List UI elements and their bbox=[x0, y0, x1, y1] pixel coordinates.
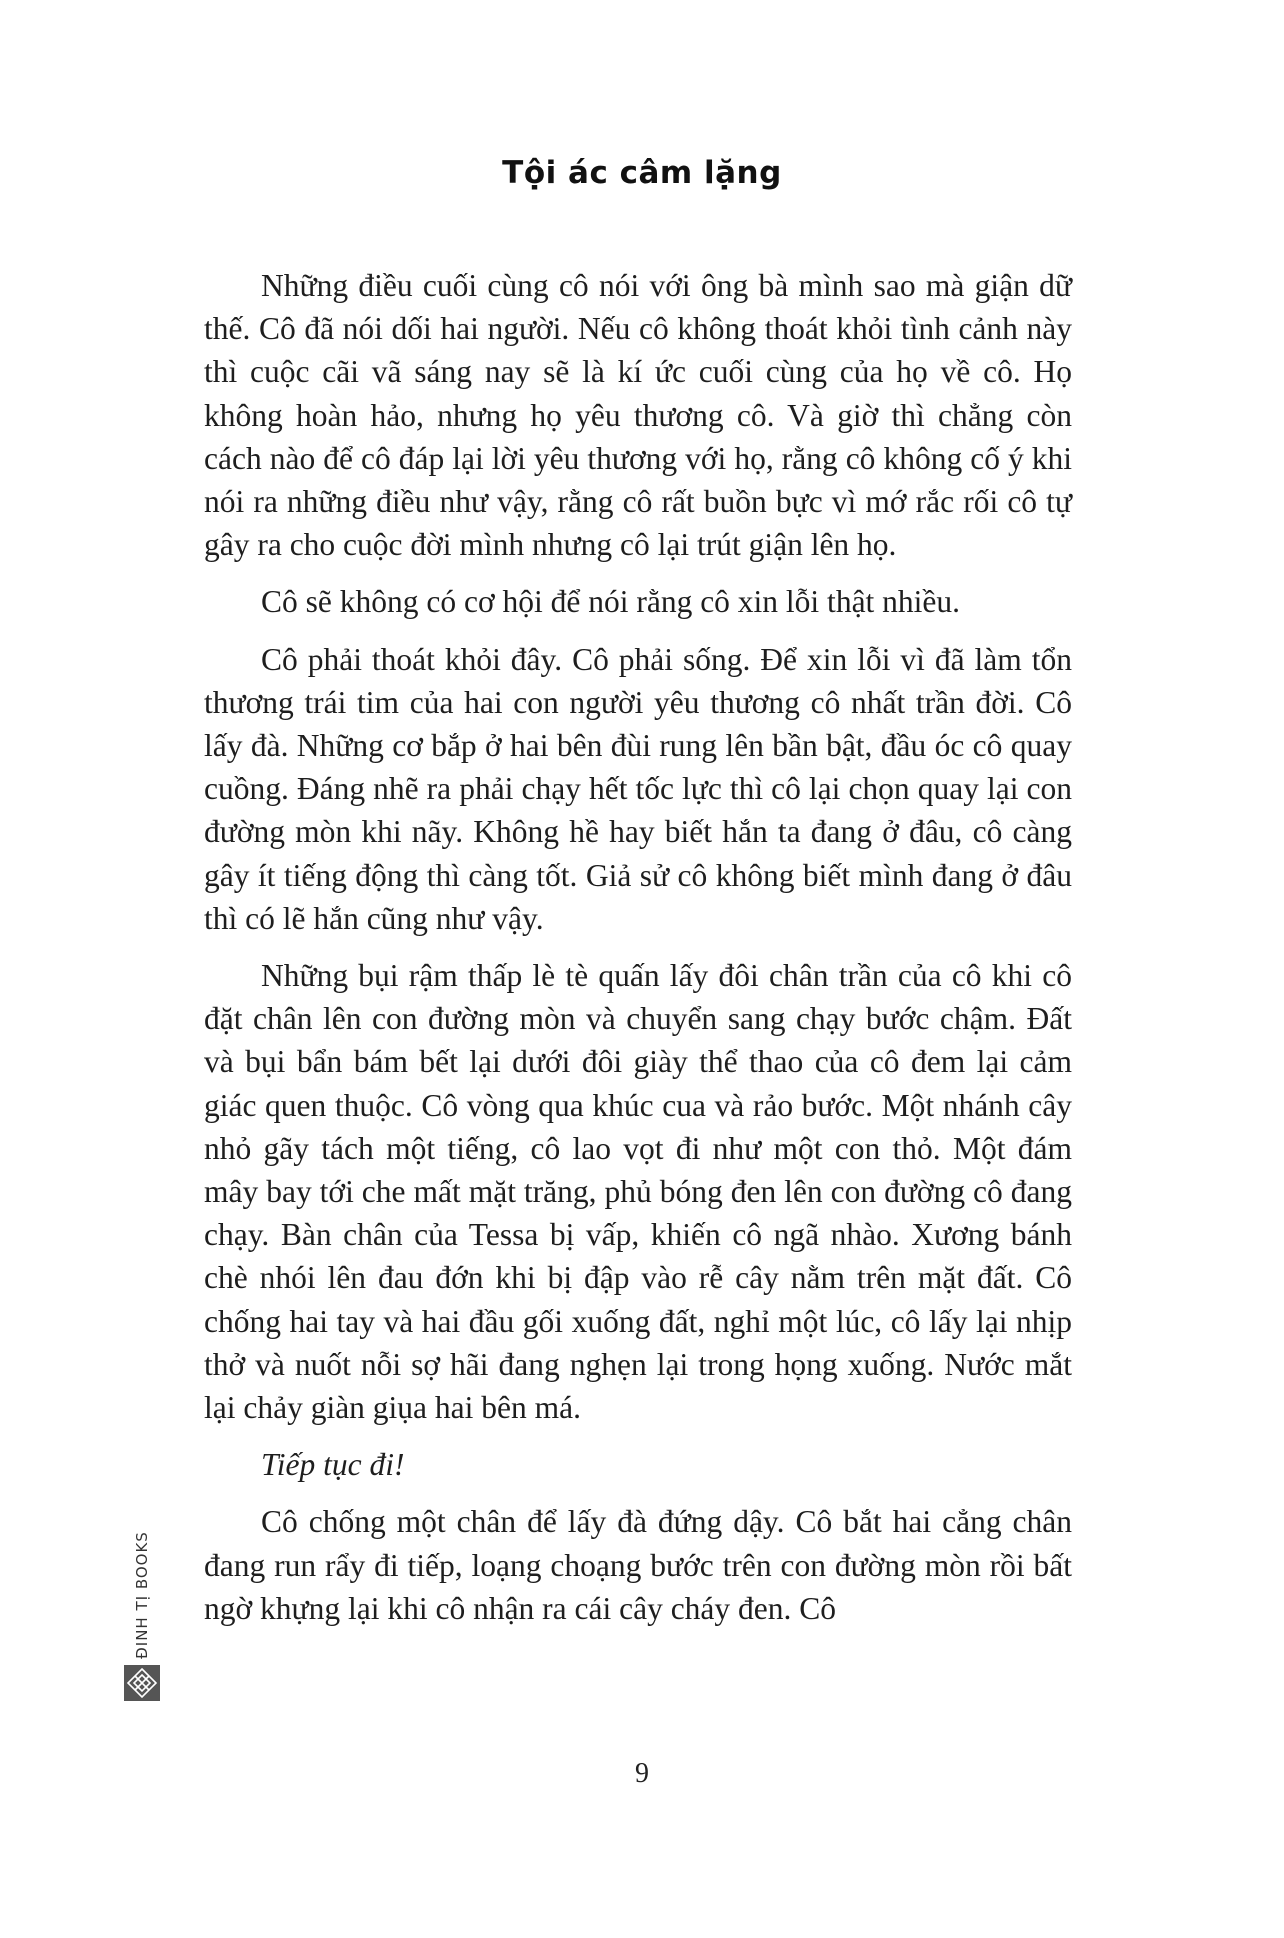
page-number: 9 bbox=[635, 1758, 649, 1789]
diamond-lattice-logo-icon bbox=[124, 1665, 160, 1701]
paragraph: Cô chống một chân để lấy đà đứng dậy. Cô bắt hai cẳng chân đang run rẩy đi tiếp, loạng choạng bước trên con đường mòn rồi bất ngờ khựng lại khi cô nhận ra cái cây cháy đen. Cô bbox=[204, 1504, 1072, 1626]
publisher-name: ĐINH TỊ BOOKS bbox=[133, 1531, 151, 1659]
page-title: Tội ác câm lặng bbox=[502, 155, 782, 191]
italic-exclamation: Tiếp tục đi! bbox=[261, 1447, 405, 1483]
body-text bbox=[204, 264, 1072, 1644]
paragraph: Những điều cuối cùng cô nói với ông bà mình sao mà giận dữ thế. Cô đã nói dối hai người. Nếu cô không thoát khỏi tình cảnh này thì cuộc cãi vã sáng nay sẽ là kí ức cuối cùng của họ về cô. Họ không hoàn hảo, nhưng họ yêu thương cô. Và giờ thì chẳng còn cách nào để cô đáp lại lời yêu thương với họ, rằng cô không cố ý khi nói ra những điều như vậy, rằng cô rất buồn bực vì mớ rắc rối cô tự gây ra cho cuộc đời mình nhưng cô lại trút giận lên họ. bbox=[204, 268, 1072, 563]
paragraph: Cô sẽ không có cơ hội để nói rằng cô xin lỗi thật nhiều. bbox=[261, 584, 961, 620]
paragraph: Những bụi rậm thấp lè tè quấn lấy đôi chân trần của cô khi cô đặt chân lên con đường mòn và chuyển sang chạy bước chậm. Đất và bụi bẩn bám bết lại dưới đôi giày thể thao của cô đem lại cảm giác quen thuộc. Cô vòng qua khúc cua và rảo bước. Một nhánh cây nhỏ gãy tách một tiếng, cô lao vọt đi như một con thỏ. Một đám mây bay tới che mất mặt trăng, phủ bóng đen lên con đường cô đang chạy. Bàn chân của Tessa bị vấp, khiến cô ngã nhào. Xương bánh chè nhói lên đau đớn khi bị đập vào rễ cây nằm trên mặt đất. Cô chống hai tay và hai đầu gối xuống đất, nghỉ một lúc, cô lấy lại nhịp thở và nuốt nỗi sợ hãi đang nghẹn lại trong họng xuống. Nước mắt lại chảy giàn giụa hai bên má. bbox=[204, 958, 1072, 1426]
paragraph: Cô phải thoát khỏi đây. Cô phải sống. Để xin lỗi vì đã làm tổn thương trái tim của hai con người yêu thương cô nhất trần đời. Cô lấy đà. Những cơ bắp ở hai bên đùi rung lên bần bật, đầu óc cô quay cuồng. Đáng nhẽ ra phải chạy hết tốc lực thì cô lại chọn quay lại con đường mòn khi nãy. Không hề hay biết hắn ta đang ở đâu, cô càng gây ít tiếng động thì càng tốt. Giả sử cô không biết mình đang ở đâu thì có lẽ hắn cũng như vậy. bbox=[204, 641, 1072, 936]
